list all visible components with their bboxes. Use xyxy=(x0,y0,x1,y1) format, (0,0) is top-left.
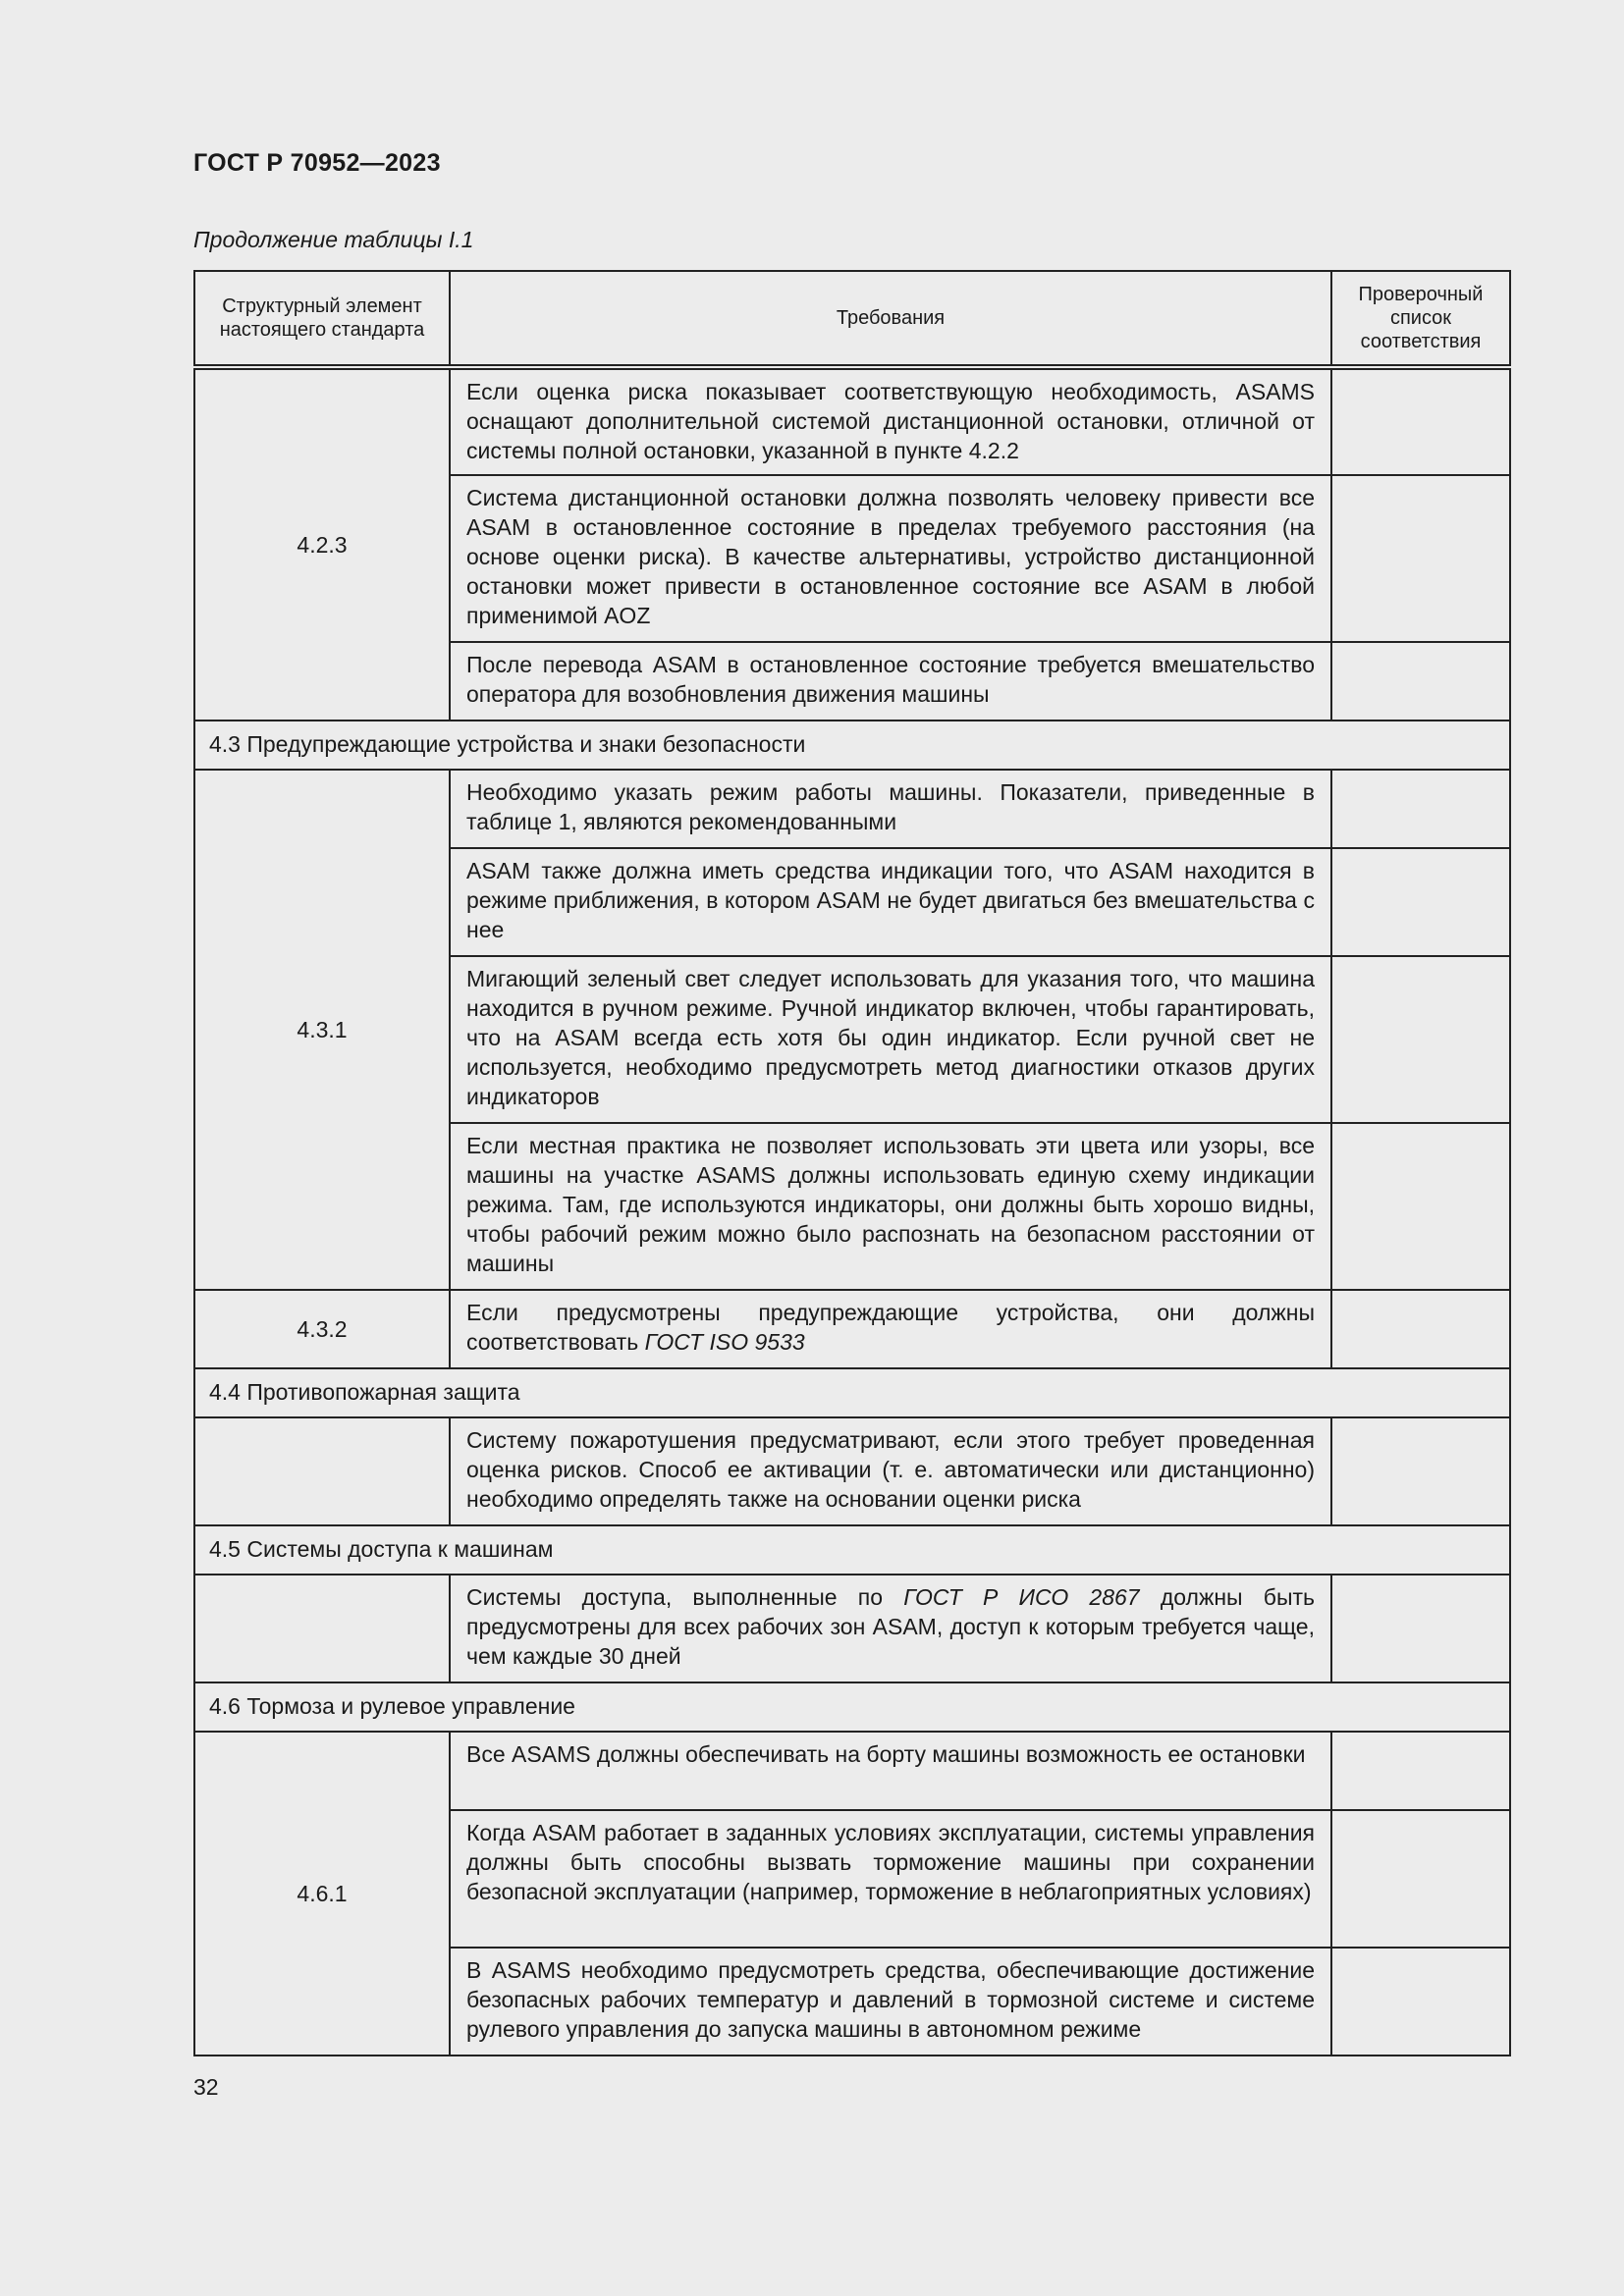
table-row xyxy=(194,1417,1510,1525)
column-header-checklist xyxy=(1331,271,1510,367)
requirement-text: В ASAMS необходимо предусмотреть средства, обеспечивающие достижение безопасных рабочих температур и давлений в тормозной системе и системе рулевого управления до запуска машины в автономном режиме xyxy=(450,1948,1331,2056)
requirement-text: ASAM также должна иметь средства индикации того, что ASAM находится в режиме приближения, в котором ASAM не будет двигаться без вмешательства с нее xyxy=(450,848,1331,956)
requirement-text-part: должны быть предусмотрены для всех рабочих зон ASAM, доступ к которым требуется чаще, чем каждые 30 дней xyxy=(466,1584,1315,1669)
section-heading-4-5: 4.5 Системы доступа к машинам xyxy=(194,1525,1510,1575)
requirement-text xyxy=(450,1575,1331,1682)
table-caption: Продолжение таблицы I.1 xyxy=(193,227,474,252)
standard-reference: ГОСТ Р ИСО 2867 xyxy=(903,1584,1140,1610)
clause-empty xyxy=(194,1575,450,1682)
requirement-text: Необходимо указать режим работы машины. Показатели, приведенные в таблице 1, являются рекомендованными xyxy=(450,770,1331,848)
column-header-element-text: Структурный элемент настоящего стандарта xyxy=(219,295,425,341)
clause-4-6-1: 4.6.1 xyxy=(194,1732,450,2056)
checklist-cell[interactable] xyxy=(1331,1732,1510,1810)
table-row xyxy=(194,1575,1510,1682)
page-number: 32 xyxy=(193,2074,219,2100)
checklist-cell[interactable] xyxy=(1331,1290,1510,1368)
requirement-text xyxy=(450,1290,1331,1368)
requirement-text: Система дистанционной остановки должна позволять человеку привести все ASAM в остановленное состояние в пределах требуемого расстояния (на основе оценки риска). В качестве альтернативы, устройство дистанционной остановки может привести в остановленное состояние все ASAM в любой применимой AOZ xyxy=(450,475,1331,642)
requirement-text-part: Системы доступа, выполненные по xyxy=(466,1584,904,1610)
section-heading-4-3: 4.3 Предупреждающие устройства и знаки безопасности xyxy=(194,721,1510,770)
checklist-cell[interactable] xyxy=(1331,770,1510,848)
section-row xyxy=(194,1682,1510,1732)
checklist-cell[interactable] xyxy=(1331,956,1510,1123)
requirement-text: Когда ASAM работает в заданных условиях эксплуатации, системы управления должны быть способны вызвать торможение машины при сохранении безопасной эксплуатации (например, торможение в неблагоприятных условиях) xyxy=(450,1810,1331,1948)
section-row xyxy=(194,721,1510,770)
checklist-cell[interactable] xyxy=(1331,1417,1510,1525)
clause-4-2-3: 4.2.3 xyxy=(194,367,450,721)
checklist-cell[interactable] xyxy=(1331,1810,1510,1948)
section-row xyxy=(194,1525,1510,1575)
requirement-text: Если местная практика не позволяет использовать эти цвета или узоры, все машины на участке ASAMS должны использовать единую схему индикации режима. Там, где используются индикаторы, они должны быть хорошо видны, чтобы рабочий режим можно было распознать на безопасном расстоянии от машины xyxy=(450,1123,1331,1290)
standard-reference: ГОСТ ISO 9533 xyxy=(644,1329,805,1355)
checklist-cell[interactable] xyxy=(1331,848,1510,956)
table-row xyxy=(194,367,1510,475)
clause-4-3-2: 4.3.2 xyxy=(194,1290,450,1368)
section-heading-4-4: 4.4 Противопожарная защита xyxy=(194,1368,1510,1417)
clause-4-3-1: 4.3.1 xyxy=(194,770,450,1290)
document-header: ГОСТ Р 70952—2023 xyxy=(193,149,441,177)
column-header-requirements: Требования xyxy=(450,271,1331,367)
checklist-cell[interactable] xyxy=(1331,367,1510,475)
requirement-text-part: Если предусмотрены предупреждающие устройства, они должны соответствовать xyxy=(466,1300,1315,1355)
requirement-text: Мигающий зеленый свет следует использовать для указания того, что машина находится в ручном режиме. Ручной индикатор включен, чтобы гарантировать, что на ASAM всегда есть хотя бы один индикатор. Если ручной свет не используется, необходимо предусмотреть метод диагностики отказов других индикаторов xyxy=(450,956,1331,1123)
requirements-table xyxy=(193,270,1511,2056)
section-row xyxy=(194,1368,1510,1417)
clause-empty xyxy=(194,1417,450,1525)
table-header-row xyxy=(194,271,1510,367)
requirement-text: Систему пожаротушения предусматривают, если этого требует проведенная оценка рисков. Способ ее активации (т. е. автоматически или дистанционно) необходимо определять также на основании оценки риска xyxy=(450,1417,1331,1525)
column-header-element xyxy=(194,271,450,367)
requirement-text: Если оценка риска показывает соответствующую необходимость, ASAMS оснащают дополнительной системой дистанционной остановки, отличной от системы полной остановки, указанной в пункте 4.2.2 xyxy=(450,367,1331,475)
requirement-text: После перевода ASAM в остановленное состояние требуется вмешательство оператора для возобновления движения машины xyxy=(450,642,1331,721)
column-header-checklist-text: Проверочный список соответствия xyxy=(1358,284,1484,352)
checklist-cell[interactable] xyxy=(1331,475,1510,642)
table-row xyxy=(194,1732,1510,1810)
checklist-cell[interactable] xyxy=(1331,1575,1510,1682)
checklist-cell[interactable] xyxy=(1331,642,1510,721)
table-row xyxy=(194,1290,1510,1368)
requirement-text: Все ASAMS должны обеспечивать на борту машины возможность ее остановки xyxy=(450,1732,1331,1810)
section-heading-4-6: 4.6 Тормоза и рулевое управление xyxy=(194,1682,1510,1732)
checklist-cell[interactable] xyxy=(1331,1123,1510,1290)
checklist-cell[interactable] xyxy=(1331,1948,1510,2056)
table-row xyxy=(194,770,1510,848)
